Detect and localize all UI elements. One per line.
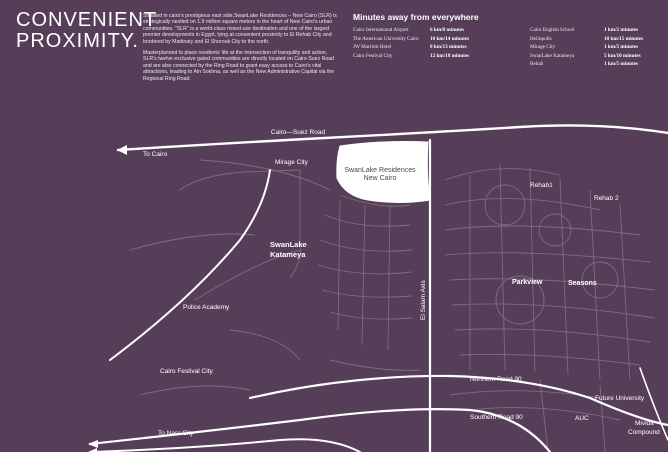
project-label-line2: New Cairo bbox=[363, 175, 397, 182]
nasr-city-arrow-2 bbox=[88, 448, 97, 452]
to-nasr-city-arrow bbox=[88, 440, 98, 448]
to-nasr-city-label: To Nasr City bbox=[158, 430, 194, 437]
to-nasr-city-road bbox=[92, 439, 360, 452]
intro-paragraph-1: Situated in cairo's prestigious east side,SwanLake Residences – New Cairo (SLR) is strategically nestled on 1.9 million square meters in the heart of New Cairo's urban communities. "SLR" is a world-class mixed-use destination and one of the largest premier developments in Egypt, lying at convenient proximity to El Rehab City and bordered by Madinaty and El Shorouk City to the north. bbox=[143, 13, 337, 45]
distance-time: 6 km/8 minutes bbox=[430, 27, 465, 33]
intro-paragraph-2: Masterplanned to place residents' life at the intersection of tranquility and action, SLR's twelve exclusive gated communities are directly located on Cairo-Suez Road and are also connected by the Ring Road to grant easy access to Cairo's vital attractions, leading to Ain Sokhna, as well as the New Administrative Capital via the Regional Ring Road. bbox=[143, 50, 335, 82]
northern-road-label: Northern Road 90 bbox=[470, 376, 522, 383]
parkview-label: Parkview bbox=[512, 279, 543, 286]
title-line-1: CONVENIENT bbox=[16, 9, 158, 31]
cairo-festival-city-label: Cairo Festival City bbox=[160, 368, 213, 375]
swanlake-katameya-label-2: Katameya bbox=[270, 250, 306, 259]
distance-time: 10 km/15 minutes bbox=[604, 35, 644, 42]
distance-place: Heliopolis bbox=[530, 35, 552, 42]
distance-time: 1 km/5 minutes bbox=[604, 44, 639, 51]
distance-time: 1 km/2 minutes bbox=[604, 27, 639, 33]
distance-place: Cairo English School bbox=[530, 27, 575, 33]
distance-time: 1 km/5 minutes bbox=[604, 61, 639, 68]
distance-place: JW Marriott Hotel bbox=[353, 44, 392, 51]
rehab1-label: Rehab1 bbox=[530, 182, 553, 189]
to-cairo-label: To Cairo bbox=[143, 151, 168, 158]
swanlake-katameya-label-1: SwanLake bbox=[270, 240, 307, 249]
distance-time: 10 km/14 minutes bbox=[430, 35, 470, 42]
mivida-label-1: Mivida bbox=[635, 420, 654, 427]
distance-place: The American University Cairo bbox=[353, 35, 419, 42]
to-cairo-arrow bbox=[117, 145, 127, 155]
distance-place: SwanLake Katameya bbox=[530, 52, 575, 59]
seasons-label: Seasons bbox=[568, 280, 597, 287]
cairo-suez-road-label: Cairo—Suez Road bbox=[270, 129, 326, 136]
project-label-line1: SwanLake Residences bbox=[344, 167, 416, 174]
auc-label: AUC bbox=[575, 415, 589, 422]
title-line-2: PROXIMITY. bbox=[16, 30, 139, 52]
mivida-label-2: Compound bbox=[628, 429, 660, 436]
ring-road bbox=[110, 170, 270, 360]
distance-place: Cairo International Airport bbox=[353, 27, 409, 33]
southern-road-label: Southern Road 90 bbox=[470, 414, 523, 421]
future-university-label: Future University bbox=[595, 395, 645, 402]
distance-time: 5 km/10 minutes bbox=[604, 52, 641, 59]
distance-place: Cairo Festival City bbox=[353, 52, 393, 59]
distance-place: Rehab bbox=[530, 61, 544, 68]
distance-time: 8 km/13 minutes bbox=[430, 44, 467, 51]
distance-time: 12 km/18 minutes bbox=[430, 52, 470, 59]
distances-title: Minutes away from everywhere bbox=[353, 12, 479, 22]
police-academy-label: Police Academy bbox=[183, 304, 230, 311]
distance-place: Mirage City bbox=[530, 44, 556, 51]
rehab2-label: Rehab 2 bbox=[594, 195, 619, 202]
mirage-city-label: Mirage City bbox=[275, 159, 308, 166]
el-salam-axis-label: El Salam Axis bbox=[420, 280, 427, 320]
